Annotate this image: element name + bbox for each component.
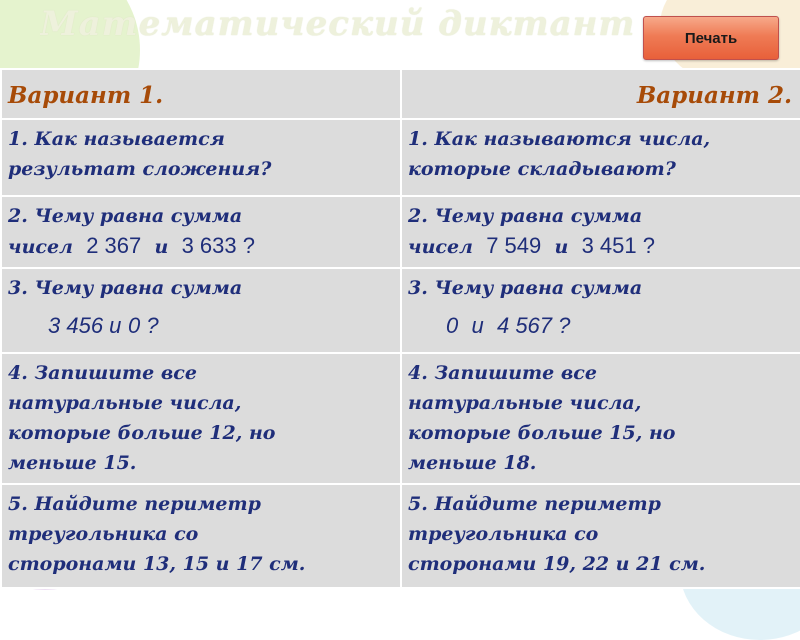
question-text: 4. Запишите все bbox=[8, 362, 197, 384]
question-cell bbox=[401, 353, 800, 484]
question-cell bbox=[401, 119, 800, 196]
question-cell bbox=[401, 268, 800, 353]
variant-1-header bbox=[1, 69, 401, 119]
question-text bbox=[8, 311, 392, 342]
question-text: меньше 18. bbox=[408, 452, 537, 474]
number-value: 4 567 ? bbox=[496, 313, 571, 338]
question-text: треугольника со bbox=[408, 523, 599, 545]
question-text: меньше 15. bbox=[8, 452, 137, 474]
question-text: 1. Как называются числа, bbox=[408, 128, 711, 150]
number-value: 3 456 и bbox=[48, 313, 122, 338]
question-text: 2. Чему равна сумма bbox=[408, 205, 643, 227]
question-text: 3. Чему равна сумма bbox=[8, 277, 243, 299]
question-word: и bbox=[154, 236, 169, 258]
question-word: и bbox=[471, 313, 484, 338]
question-text: 5. Найдите периметр bbox=[8, 493, 261, 515]
variant-2-header bbox=[401, 69, 800, 119]
question-text bbox=[8, 231, 392, 262]
question-text: сторонами 13, 15 и 17 см. bbox=[8, 553, 306, 575]
question-text: 3. Чему равна сумма bbox=[408, 277, 643, 299]
print-button[interactable]: Печать bbox=[643, 16, 779, 60]
question-cell bbox=[401, 196, 800, 268]
table-row bbox=[1, 353, 800, 484]
question-text bbox=[408, 231, 792, 262]
question-word: чисел bbox=[8, 236, 73, 258]
table-header-row bbox=[1, 69, 800, 119]
question-text: результат сложения? bbox=[8, 158, 272, 180]
table-row bbox=[1, 196, 800, 268]
question-text bbox=[408, 311, 792, 342]
question-cell bbox=[1, 196, 401, 268]
number-value: 7 549 bbox=[486, 233, 542, 258]
question-text: 5. Найдите периметр bbox=[408, 493, 661, 515]
question-text: 1. Как называется bbox=[8, 128, 225, 150]
number-value: 3 633 ? bbox=[181, 233, 255, 258]
number-value: 3 451 ? bbox=[581, 233, 655, 258]
question-text: которые больше 12, но bbox=[8, 422, 276, 444]
question-text: натуральные числа, bbox=[408, 392, 642, 414]
question-cell bbox=[1, 484, 401, 588]
question-cell bbox=[1, 353, 401, 484]
number-value: 0 ? bbox=[128, 313, 159, 338]
table-row bbox=[1, 484, 800, 588]
variant-2-label: Вариант 2. bbox=[636, 82, 792, 109]
dictation-table bbox=[0, 68, 800, 589]
question-word: чисел bbox=[408, 236, 473, 258]
question-cell bbox=[1, 119, 401, 196]
number-value: 2 367 bbox=[86, 233, 142, 258]
question-text: 4. Запишите все bbox=[408, 362, 597, 384]
question-text: 2. Чему равна сумма bbox=[8, 205, 243, 227]
question-text: которые больше 15, но bbox=[408, 422, 676, 444]
question-text: треугольника со bbox=[8, 523, 199, 545]
question-cell bbox=[1, 268, 401, 353]
question-cell bbox=[401, 484, 800, 588]
question-text: натуральные числа, bbox=[8, 392, 242, 414]
question-word: и bbox=[554, 236, 569, 258]
question-text: которые складывают? bbox=[408, 158, 676, 180]
question-text: сторонами 19, 22 и 21 см. bbox=[408, 553, 706, 575]
slide-title: Математический диктант bbox=[40, 4, 636, 44]
table-row bbox=[1, 268, 800, 353]
number-value: 0 bbox=[446, 313, 459, 338]
table-row bbox=[1, 119, 800, 196]
variant-1-label: Вариант 1. bbox=[8, 81, 164, 109]
